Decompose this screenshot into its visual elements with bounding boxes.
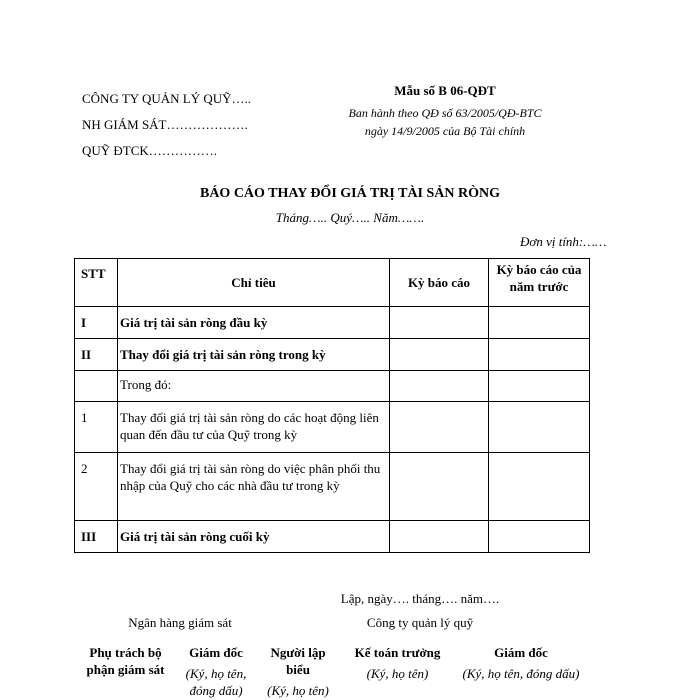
signature-bank-dept-head bbox=[78, 644, 173, 678]
row-current-value bbox=[390, 339, 489, 371]
header-stt: STT bbox=[75, 259, 118, 307]
row-previous-value bbox=[489, 453, 590, 521]
signer-title: Kế toán trưởng bbox=[354, 645, 441, 660]
signer-note: (Ký, họ tên, đóng dấu) bbox=[462, 666, 580, 681]
signer-title: Giám đốc bbox=[494, 645, 548, 660]
supervisor-bank: NH GIÁM SÁT………………. bbox=[82, 117, 248, 132]
signer-title: Phụ trách bộ phận giám sát bbox=[86, 645, 165, 677]
row-item: Giá trị tài sản ròng đầu kỳ bbox=[118, 307, 390, 339]
bank-group-label: Ngân hàng giám sát bbox=[128, 615, 232, 630]
signer-note: (Ký, họ tên, đóng dấu) bbox=[185, 666, 247, 698]
table-row bbox=[75, 453, 590, 521]
fund-name: QUỸ ĐTCK……………. bbox=[82, 143, 218, 158]
row-previous-value bbox=[489, 521, 590, 553]
row-previous-value bbox=[489, 339, 590, 371]
form-info bbox=[300, 83, 590, 140]
signature-chief-accountant bbox=[340, 644, 455, 682]
place-date: Lập, ngày…. tháng…. năm…. bbox=[340, 591, 500, 606]
row-stt: II bbox=[75, 339, 118, 371]
signer-title: Người lập biểu bbox=[270, 645, 326, 677]
form-issued-line1: Ban hành theo QĐ số 63/2005/QĐ-BTC bbox=[348, 106, 542, 120]
row-item: Giá trị tài sản ròng cuối kỳ bbox=[118, 521, 390, 553]
signature-company-director bbox=[462, 644, 580, 682]
signer-note: (Ký, họ tên) bbox=[366, 666, 429, 681]
row-previous-value bbox=[489, 402, 590, 453]
header-left bbox=[82, 86, 251, 164]
row-item: Thay đổi giá trị tài sản ròng trong kỳ bbox=[118, 339, 390, 371]
form-issued-line2: ngày 14/9/2005 của Bộ Tài chính bbox=[364, 124, 526, 138]
report-period: Tháng….. Quý….. Năm……. bbox=[275, 210, 425, 225]
table-row bbox=[75, 307, 590, 339]
row-current-value bbox=[390, 521, 489, 553]
row-stt: I bbox=[75, 307, 118, 339]
header-item: Chỉ tiêu bbox=[118, 259, 390, 307]
row-stt: 2 bbox=[75, 453, 118, 521]
row-item: Trong đó: bbox=[118, 371, 390, 402]
row-stt: 1 bbox=[75, 402, 118, 453]
table-row bbox=[75, 371, 590, 402]
table-row bbox=[75, 521, 590, 553]
table-header-row bbox=[75, 259, 590, 307]
row-stt bbox=[75, 371, 118, 402]
unit-label: Đơn vị tính:…… bbox=[520, 234, 607, 249]
row-current-value bbox=[390, 371, 489, 402]
row-item: Thay đổi giá trị tài sản ròng do việc phân phối thu nhập của Quỹ cho các nhà đầu tư trong kỳ bbox=[118, 453, 390, 521]
table-row bbox=[75, 402, 590, 453]
signature-bank-director bbox=[172, 644, 260, 699]
signature-preparer bbox=[258, 644, 338, 699]
row-previous-value bbox=[489, 371, 590, 402]
row-current-value bbox=[390, 453, 489, 521]
header-previous: Kỳ báo cáo của năm trước bbox=[489, 259, 590, 307]
signer-title: Giám đốc bbox=[189, 645, 243, 660]
row-item: Thay đổi giá trị tài sản ròng do các hoạt động liên quan đến đầu tư của Quỹ trong kỳ bbox=[118, 402, 390, 453]
header-current: Kỳ báo cáo bbox=[390, 259, 489, 307]
company-group-label: Công ty quản lý quỹ bbox=[366, 615, 474, 630]
row-current-value bbox=[390, 402, 489, 453]
company-name: CÔNG TY QUẢN LÝ QUỸ….. bbox=[82, 91, 251, 106]
row-stt: III bbox=[75, 521, 118, 553]
row-current-value bbox=[390, 307, 489, 339]
report-table bbox=[74, 258, 590, 553]
table-row bbox=[75, 339, 590, 371]
report-title: BÁO CÁO THAY ĐỔI GIÁ TRỊ TÀI SẢN RÒNG bbox=[199, 186, 501, 201]
form-code: Mẫu số B 06-QĐT bbox=[394, 83, 496, 98]
row-previous-value bbox=[489, 307, 590, 339]
signer-note: (Ký, họ tên) bbox=[267, 683, 329, 698]
